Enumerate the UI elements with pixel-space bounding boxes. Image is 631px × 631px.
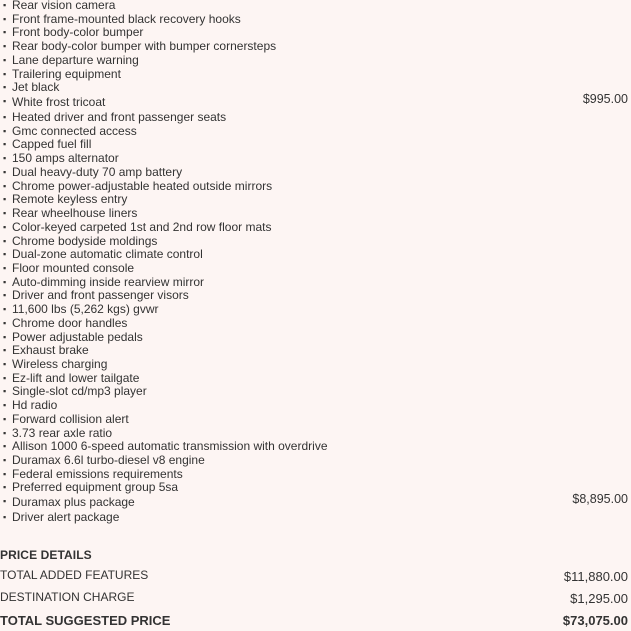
bullet-icon: ▪ <box>3 276 7 287</box>
feature-item <box>0 221 631 235</box>
feature-item <box>0 385 631 399</box>
total-suggested-price-label: TOTAL SUGGESTED PRICE <box>0 613 171 628</box>
feature-name: Heated driver and front passenger seats <box>12 110 227 125</box>
bullet-icon: ▪ <box>3 166 7 177</box>
feature-item <box>0 111 631 125</box>
feature-item <box>0 262 631 276</box>
feature-item <box>0 13 631 27</box>
bullet-icon: ▪ <box>3 304 7 315</box>
feature-name: 11,600 lbs (5,262 kgs) gvwr <box>12 302 159 317</box>
feature-name: Jet black <box>12 80 60 95</box>
feature-name: Front body-color bumper <box>12 25 144 40</box>
feature-name: Federal emissions requirements <box>12 466 183 481</box>
feature-name: White frost tricoat <box>12 95 106 110</box>
bullet-icon: ▪ <box>3 68 7 79</box>
bullet-icon: ▪ <box>3 194 7 205</box>
feature-item <box>0 317 631 331</box>
feature-name: Rear vision camera <box>12 0 116 12</box>
price-details-title: PRICE DETAILS <box>0 548 92 562</box>
feature-name: Rear wheelhouse liners <box>12 206 138 221</box>
bullet-icon: ▪ <box>3 317 7 328</box>
feature-name: Auto-dimming inside rearview mirror <box>12 274 205 289</box>
bullet-icon: ▪ <box>3 208 7 219</box>
feature-name: Duramax plus package <box>12 495 135 510</box>
feature-item <box>0 68 631 82</box>
feature-item <box>0 26 631 40</box>
destination-charge-label: DESTINATION CHARGE <box>0 590 135 604</box>
bullet-icon: ▪ <box>3 345 7 356</box>
feature-item <box>0 166 631 180</box>
bullet-icon: ▪ <box>3 262 7 273</box>
bullet-icon: ▪ <box>3 221 7 232</box>
feature-price: $995.00 <box>582 92 628 107</box>
bullet-icon: ▪ <box>3 455 7 465</box>
total-added-features-value: $11,880.00 <box>563 569 628 584</box>
destination-charge-value: $1,295.00 <box>570 591 628 606</box>
feature-item <box>0 81 631 95</box>
bullet-icon: ▪ <box>3 427 7 438</box>
feature-name: Front frame-mounted black recovery hooks <box>12 11 241 26</box>
feature-name: Single-slot cd/mp3 player <box>12 384 147 399</box>
feature-name: Duramax 6.6l turbo-diesel v8 engine <box>12 453 205 467</box>
feature-name: Color-keyed carpeted 1st and 2nd row floor mats <box>12 219 272 234</box>
bullet-icon: ▪ <box>3 0 7 10</box>
feature-item <box>0 289 631 303</box>
feature-name: Trailering equipment <box>12 66 121 81</box>
feature-item <box>0 303 631 317</box>
feature-name: Wireless charging <box>12 356 108 371</box>
feature-name: Dual-zone automatic climate control <box>12 247 203 262</box>
feature-name: Gmc connected access <box>12 123 137 138</box>
feature-name: 150 amps alternator <box>12 151 119 166</box>
feature-name: Power adjustable pedals <box>12 329 143 344</box>
total-suggested-price-value: $73,075.00 <box>562 613 628 628</box>
feature-name: Chrome bodyside moldings <box>12 233 158 248</box>
feature-item <box>0 193 631 207</box>
bullet-icon: ▪ <box>3 441 7 452</box>
feature-item <box>0 235 631 249</box>
feature-item <box>0 207 631 221</box>
feature-item <box>0 92 631 111</box>
total-added-features-label: TOTAL ADDED FEATURES <box>0 568 149 582</box>
bullet-icon: ▪ <box>3 180 7 191</box>
bullet-icon: ▪ <box>3 372 7 383</box>
feature-price: $8,895.00 <box>572 492 628 507</box>
feature-item <box>0 399 631 413</box>
bullet-icon: ▪ <box>3 139 7 150</box>
bullet-icon: ▪ <box>3 331 7 342</box>
feature-name: Chrome door handles <box>12 315 128 330</box>
bullet-icon: ▪ <box>3 482 7 493</box>
feature-name: Floor mounted console <box>12 260 135 275</box>
bullet-icon: ▪ <box>3 153 7 164</box>
feature-item <box>0 372 631 386</box>
feature-name: Preferred equipment group 5sa <box>12 480 179 495</box>
bullet-icon: ▪ <box>3 27 7 38</box>
feature-name: Ez-lift and lower tailgate <box>12 370 140 385</box>
bullet-icon: ▪ <box>3 249 7 260</box>
feature-name: 3.73 rear axle ratio <box>12 425 113 440</box>
bullet-icon: ▪ <box>3 13 7 24</box>
bullet-icon: ▪ <box>3 235 7 246</box>
feature-name: Lane departure warning <box>12 52 139 67</box>
bullet-icon: ▪ <box>3 290 7 301</box>
bullet-icon: ▪ <box>3 512 7 523</box>
bullet-icon: ▪ <box>3 496 7 507</box>
feature-name: Forward collision alert <box>12 411 129 426</box>
bullet-icon: ▪ <box>3 96 7 107</box>
feature-item <box>0 413 631 427</box>
bullet-icon: ▪ <box>3 112 7 123</box>
bullet-icon: ▪ <box>3 400 7 411</box>
feature-item <box>0 0 631 13</box>
feature-item <box>0 427 631 441</box>
feature-item <box>0 276 631 290</box>
feature-name: Capped fuel fill <box>12 137 92 152</box>
feature-name: Chrome power-adjustable heated outside mirrors <box>12 178 273 193</box>
feature-item <box>0 454 631 468</box>
feature-item <box>0 468 631 482</box>
feature-item <box>0 358 631 372</box>
feature-item <box>0 152 631 166</box>
bullet-icon: ▪ <box>3 358 7 369</box>
feature-item <box>0 331 631 345</box>
feature-item <box>0 40 631 54</box>
feature-item <box>0 125 631 139</box>
bullet-icon: ▪ <box>3 54 7 65</box>
feature-item <box>0 248 631 262</box>
feature-name: Remote keyless entry <box>12 192 128 207</box>
feature-name: Exhaust brake <box>12 343 89 358</box>
bullet-icon: ▪ <box>3 413 7 424</box>
feature-name: Allison 1000 6-speed automatic transmission with overdrive <box>12 439 328 454</box>
feature-name: Driver alert package <box>12 510 120 525</box>
feature-item <box>0 138 631 152</box>
feature-item <box>0 54 631 68</box>
feature-name: Hd radio <box>12 398 58 413</box>
feature-item <box>0 180 631 194</box>
feature-item <box>0 440 631 454</box>
feature-name: Rear body-color bumper with bumper cornersteps <box>12 39 277 54</box>
bullet-icon: ▪ <box>3 41 7 52</box>
bullet-icon: ▪ <box>3 468 7 479</box>
feature-item <box>0 492 631 511</box>
bullet-icon: ▪ <box>3 82 7 93</box>
feature-item <box>0 481 631 495</box>
feature-item <box>0 511 631 525</box>
feature-name: Dual heavy-duty 70 amp battery <box>12 164 183 179</box>
bullet-icon: ▪ <box>3 386 7 397</box>
bullet-icon: ▪ <box>3 125 7 136</box>
feature-name: Driver and front passenger visors <box>12 288 189 303</box>
feature-item <box>0 344 631 358</box>
